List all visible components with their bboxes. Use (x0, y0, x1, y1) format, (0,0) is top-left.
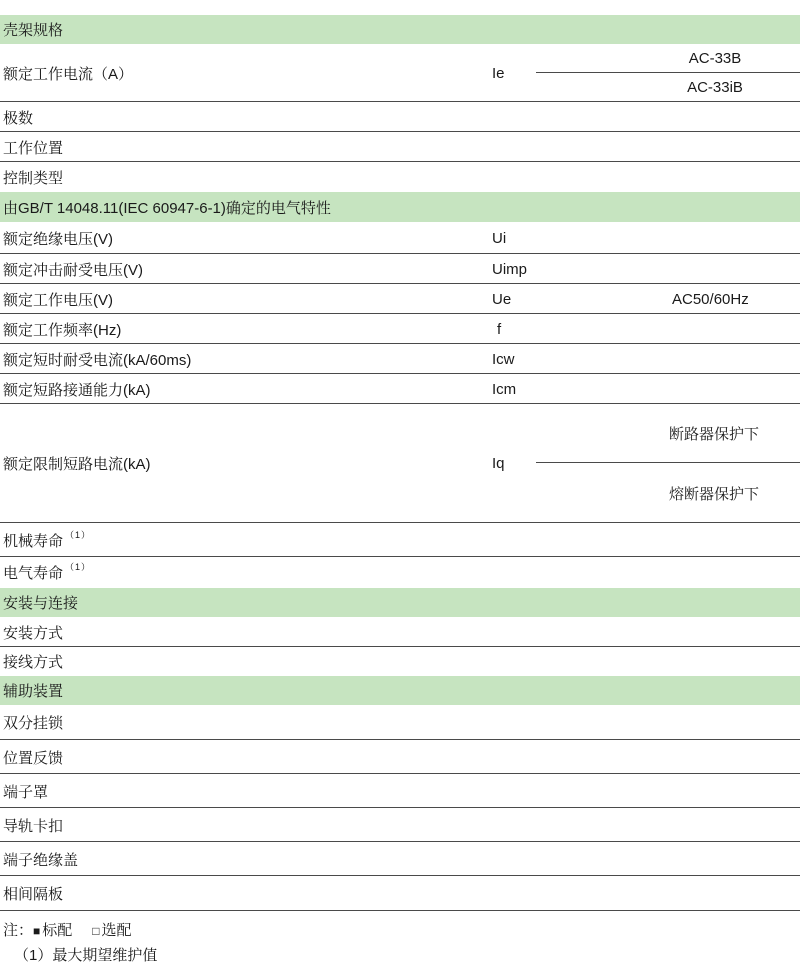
table-row-position-feedback (0, 740, 800, 774)
row-label (3, 557, 91, 588)
section-title: 壳架规格 (3, 22, 64, 39)
sub-value-text: 断路器保护下 (668, 426, 759, 443)
row-label-text: 电气寿命 (3, 565, 64, 582)
row-symbol: Icw (492, 350, 515, 368)
row-label: 极数 (3, 109, 34, 127)
row-symbol: Icm (492, 380, 517, 398)
row-label: 额定工作电压(V) (3, 291, 113, 309)
row-label: 端子绝缘盖 (3, 851, 79, 869)
row-label: 相间隔板 (3, 886, 64, 903)
row-label (3, 523, 91, 557)
row-label: 额定工作频率(Hz) (3, 321, 122, 339)
table-row-working-voltage (0, 284, 800, 314)
footnote-text: （1）最大期望维护值 (14, 947, 158, 964)
table-row-rail-clip (0, 808, 800, 842)
row-label: 额定绝缘电压(V) (3, 230, 113, 248)
sub-value-text: AC-33iB (687, 79, 743, 96)
footnote-ref: （1） (65, 529, 92, 540)
table-row-control-type (0, 162, 800, 192)
table-row-limited-short-circuit (0, 404, 800, 523)
row-symbol: Ie (492, 64, 505, 82)
sub-value-text: AC-33B (688, 50, 742, 67)
row-label-text: 机械寿命 (3, 532, 64, 550)
section-header-electrical (0, 192, 800, 222)
table-row-phase-barrier (0, 876, 800, 911)
row-label: 导轨卡扣 (3, 817, 64, 835)
row-label: 额定冲击耐受电压(V) (3, 261, 143, 279)
table-row-electrical-life (0, 557, 800, 588)
table-row-impulse-voltage (0, 254, 800, 284)
sub-value-ac33b (536, 44, 800, 73)
table-row-insulation-voltage (0, 222, 800, 254)
row-symbol: Uimp (492, 260, 528, 278)
sub-value-text: 熔断器保护下 (668, 485, 759, 503)
section-header-aux (0, 676, 800, 705)
row-label: 安装方式 (3, 624, 64, 642)
table-row-short-time-current (0, 344, 800, 374)
row-label: 额定工作电流（A） (3, 65, 134, 83)
row-symbol: Ue (492, 290, 512, 308)
legend-standard: 标配 (42, 922, 73, 939)
row-symbol: Ui (492, 229, 507, 247)
table-row-rated-current (0, 44, 800, 102)
legend-note (3, 919, 132, 940)
row-label: 额定限制短路电流(kA) (3, 456, 151, 473)
legend-optional: 选配 (101, 922, 132, 939)
row-label: 控制类型 (3, 169, 64, 187)
note-prefix: 注： (3, 922, 34, 939)
sub-value-fuse (536, 463, 800, 523)
row-label: 额定短路接通能力(kA) (3, 381, 151, 399)
row-symbol: f (497, 320, 502, 338)
section-title: 安装与连接 (3, 595, 79, 612)
table-row-mechanical-life (0, 523, 800, 557)
table-row-install-method (0, 617, 800, 647)
table-row-frequency (0, 314, 800, 344)
row-label: 额定短时耐受电流(kA/60ms) (3, 351, 192, 369)
table-row-terminal-insulation (0, 842, 800, 876)
row-label: 接线方式 (3, 654, 64, 671)
row-label: 工作位置 (3, 139, 64, 157)
section-title: 辅助装置 (3, 683, 64, 700)
section-header-frame (0, 15, 800, 44)
sub-value-breaker (536, 404, 800, 463)
filled-square-icon: ■ (33, 924, 41, 938)
empty-square-icon: □ (92, 924, 100, 938)
footnote (14, 944, 157, 965)
section-header-install (0, 588, 800, 617)
row-label: 双分挂锁 (3, 715, 64, 732)
table-row-padlock (0, 705, 800, 740)
row-symbol: Iq (492, 455, 505, 472)
table-row-terminal-cover (0, 774, 800, 808)
table-row-making-capacity (0, 374, 800, 404)
sub-value-ac33ib (536, 73, 800, 102)
row-label: 端子罩 (3, 783, 49, 801)
table-row-working-position (0, 132, 800, 162)
row-label: 位置反馈 (3, 749, 64, 767)
row-value: AC50/60Hz (672, 290, 749, 308)
table-row-poles (0, 102, 800, 132)
section-title: 由GB/T 14048.11(IEC 60947-6-1)确定的电气特性 (3, 199, 331, 217)
table-row-wiring-method (0, 647, 800, 676)
footnote-ref: （1） (65, 562, 92, 572)
